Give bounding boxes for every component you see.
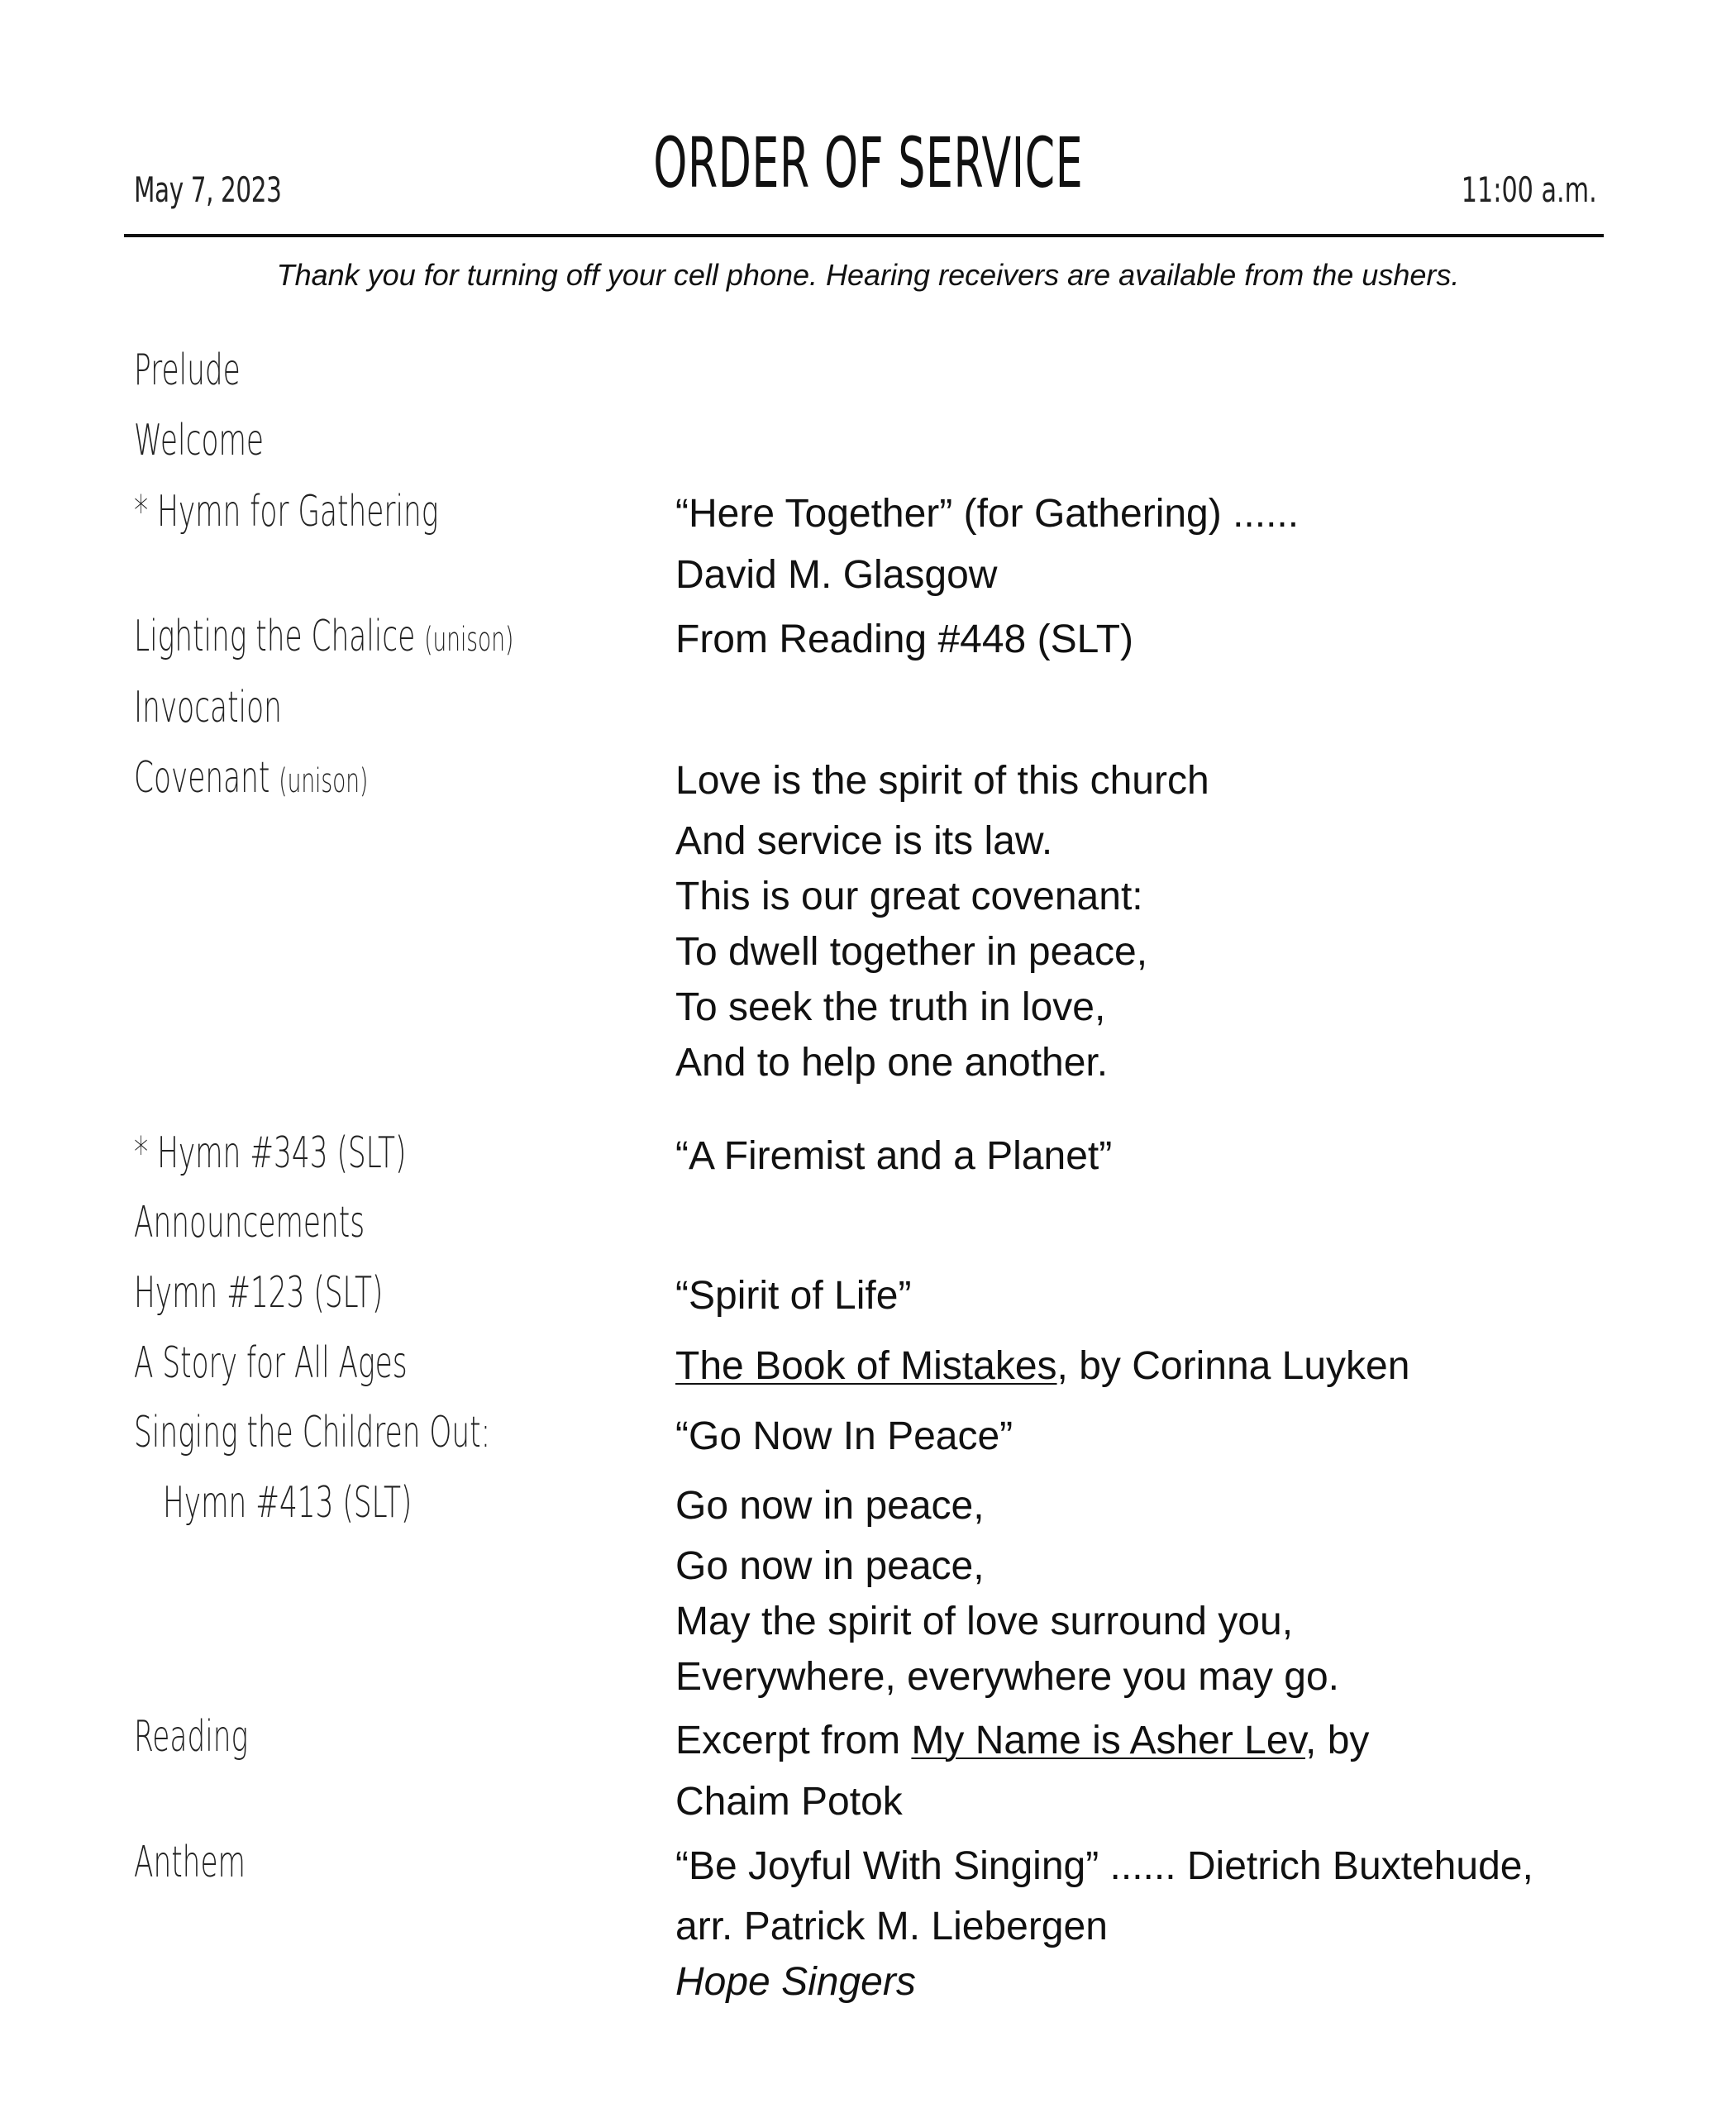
chalice-label-text: Lighting the Chalice (134, 612, 416, 661)
story-author: , by Corinna Luyken (1056, 1344, 1410, 1388)
reading-prefix: Excerpt from (675, 1719, 912, 1762)
reading-detail (675, 1721, 1369, 1761)
covenant-line: And service is its law. (675, 819, 1053, 863)
anthem-title: “Be Joyful With Singing” ...... Dietrich Buxtehude, (675, 1844, 1533, 1888)
prelude-label: Prelude (134, 346, 241, 395)
story-book-title: The Book of Mistakes (675, 1344, 1057, 1388)
cell-phone-notice: Thank you for turning off your cell phone. Hearing receivers are available from the ushers. (276, 258, 1460, 292)
singing-out-title: “Go Now In Peace” (675, 1414, 1013, 1458)
service-time: 11:00 a.m. (1462, 169, 1597, 210)
chalice-label (134, 612, 513, 661)
singing-out-line: May the spirit of love surround you, (675, 1600, 1294, 1643)
welcome-label: Welcome (134, 416, 264, 465)
covenant-label-text: Covenant (134, 753, 270, 803)
hymn-123-label: Hymn #123 (SLT) (134, 1268, 384, 1318)
hymn-343-label: * Hymn #343 (SLT) (134, 1128, 407, 1178)
invocation-label: Invocation (134, 683, 282, 732)
hymn-123-title: “Spirit of Life” (675, 1274, 912, 1318)
anthem-arranger: arr. Patrick M. Liebergen (675, 1905, 1108, 1948)
story-detail (675, 1344, 1410, 1388)
announcements-label: Announcements (134, 1198, 365, 1247)
reading-book-title: My Name is Asher Lev (911, 1719, 1306, 1762)
page-title-text: ORDER OF SERVICE (653, 122, 1083, 203)
anthem-label: Anthem (134, 1838, 246, 1887)
reading-author: Chaim Potok (675, 1780, 903, 1824)
hymn-343-title: “A Firemist and a Planet” (675, 1134, 1113, 1178)
chalice-note: (unison) (424, 621, 514, 659)
covenant-line: To dwell together in peace, (675, 930, 1148, 974)
covenant-line: To seek the truth in love, (675, 985, 1106, 1029)
header-divider (124, 234, 1604, 237)
covenant-line: Love is the spirit of this church (675, 759, 1209, 803)
story-label: A Story for All Ages (134, 1338, 408, 1388)
anthem-performers: Hope Singers (675, 1960, 916, 2004)
service-date: May 7, 2023 (134, 169, 282, 210)
reading-suffix: , by (1305, 1719, 1370, 1762)
singing-out-line: Go now in peace, (675, 1544, 985, 1588)
covenant-label (134, 753, 368, 803)
covenant-note: (unison) (279, 762, 369, 800)
covenant-line: This is our great covenant: (675, 875, 1143, 918)
covenant-line: And to help one another. (675, 1041, 1109, 1085)
hymn-413-label: Hymn #413 (SLT) (163, 1478, 413, 1528)
reading-label: Reading (134, 1712, 249, 1762)
chalice-reading: From Reading #448 (SLT) (675, 618, 1134, 661)
singing-out-line: Go now in peace, (675, 1484, 985, 1528)
hymn-gathering-composer: David M. Glasgow (675, 553, 998, 597)
singing-out-label: Singing the Children Out: (134, 1408, 491, 1457)
hymn-gathering-label: * Hymn for Gathering (134, 487, 439, 537)
singing-out-line: Everywhere, everywhere you may go. (675, 1655, 1340, 1699)
hymn-gathering-title: “Here Together” (for Gathering) ...... (675, 492, 1300, 536)
